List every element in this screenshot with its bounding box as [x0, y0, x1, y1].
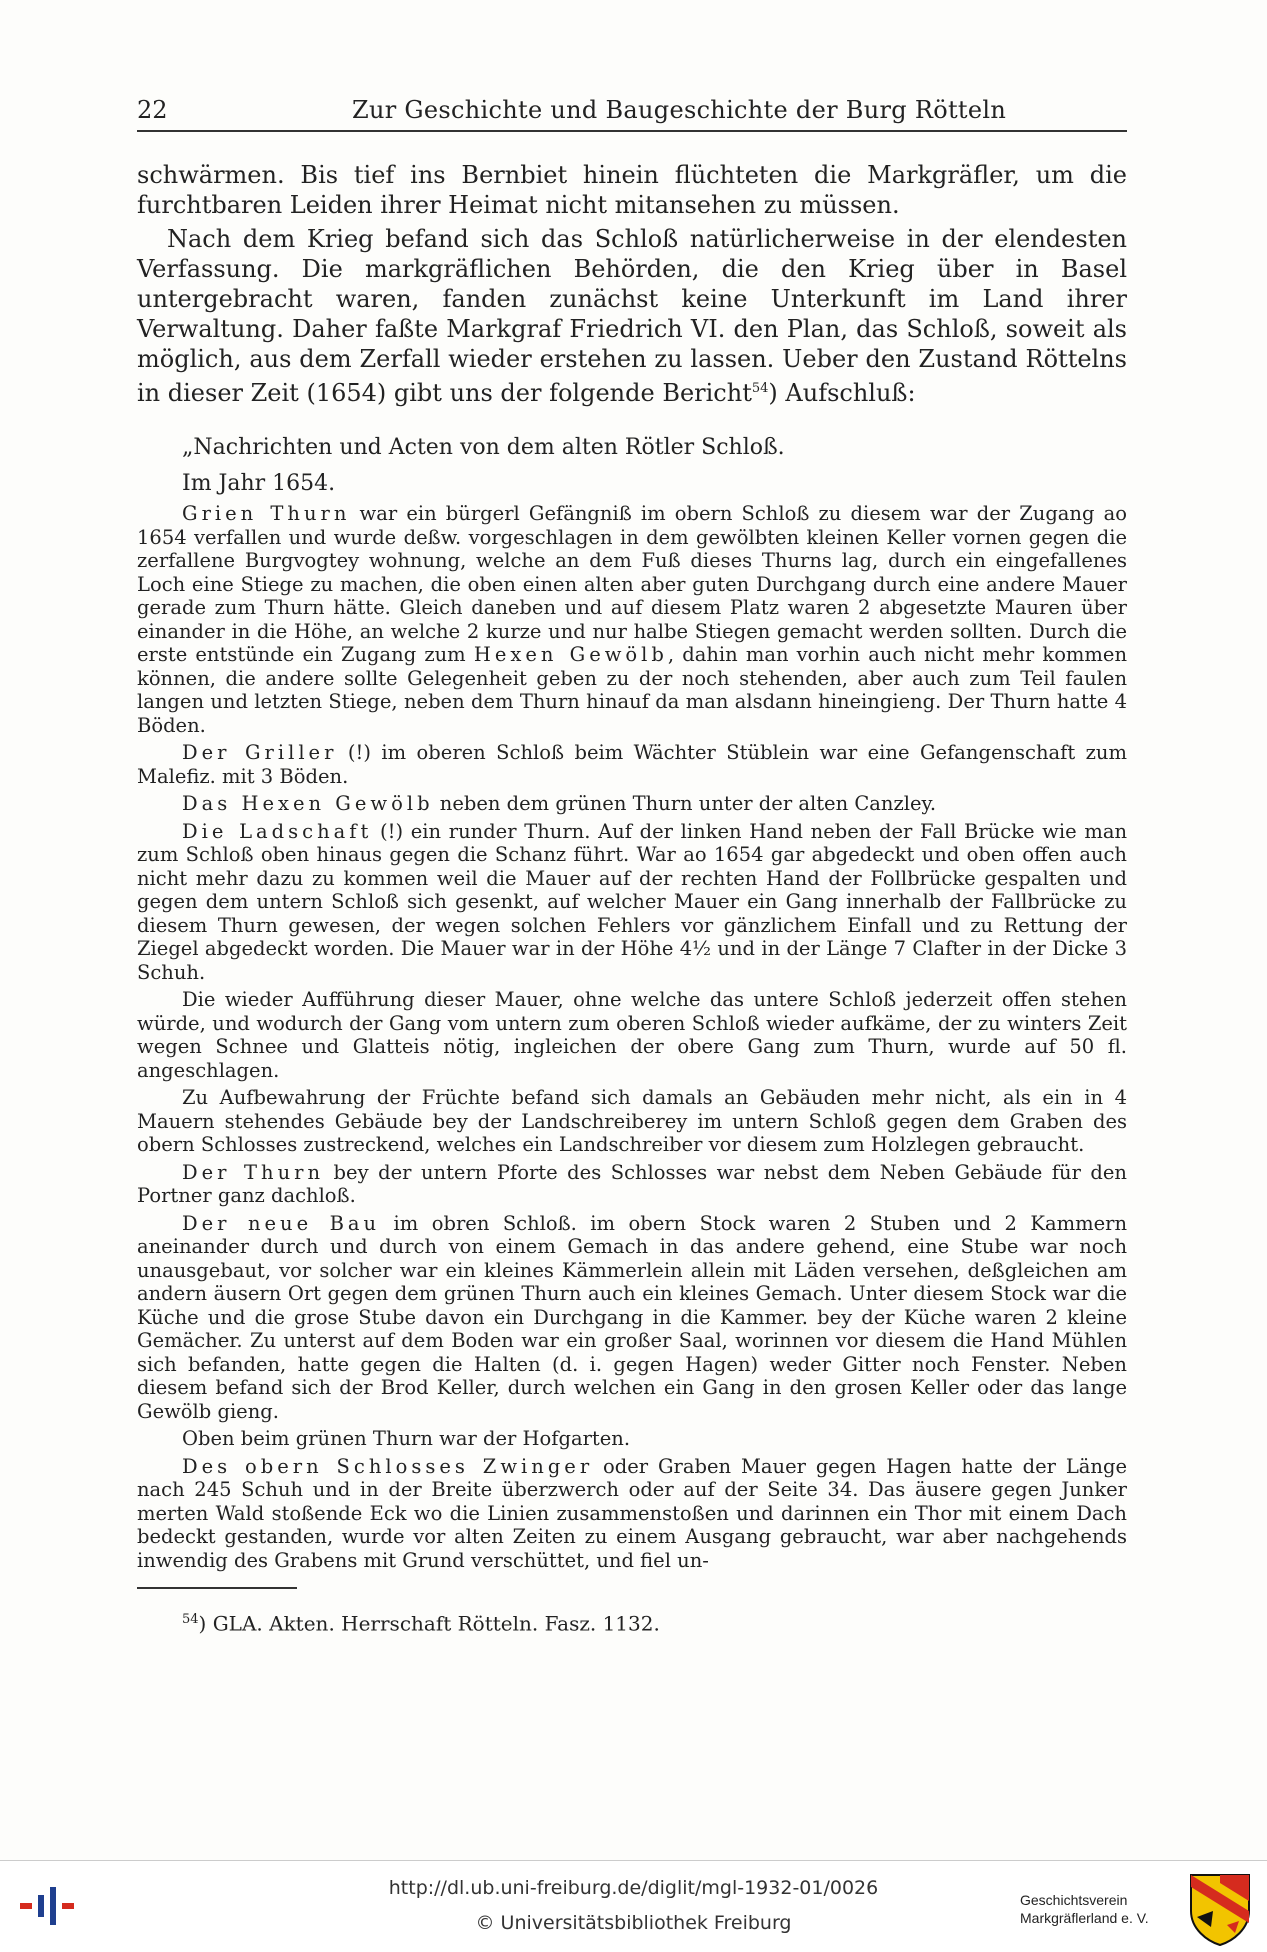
- paragraph: [137, 160, 1127, 220]
- viewer-footer: [0, 1860, 1267, 1952]
- quote-paragraph: [137, 1455, 1127, 1573]
- quote-paragraph: [137, 741, 1127, 788]
- spaced-term: Der Thurn: [182, 1160, 325, 1184]
- paragraph-text: schwärmen. Bis tief ins Bernbiet hinein flüchteten die Markgräfler, um die furchtbaren Leiden ihrer Heimat nicht mitansehen zu müssen.: [137, 161, 1127, 219]
- paragraph-text: war ein bürgerl Gefängniß im obern Schloß zu diesem war der Zugang ao 1654 verfallen und wurde deßw. vorgeschlagen in dem gewölbten kleinen Keller vornen gegen die zerfallene Burgvogtey wohnung, welche an dem Fuß dieses Thurns lag, durch ein eingefallenes Loch eine Stiege zu machen, die oben einen alten aber guten Durchgang durch eine andere Mauer gerade zum Thurn hätte. Gleich daneben und auf diesem Platz waren 2 abgesetzte Mauren über einander in die Höhe, an welche 2 kurze und nur halbe Stiegen gemacht werden sollten. Durch die erste entstünde ein Zugang zum: [137, 502, 1127, 666]
- spaced-term: Der Griller: [182, 741, 338, 764]
- paragraph: [137, 224, 1127, 408]
- paragraph-text: ) Aufschluß:: [768, 379, 916, 407]
- paragraph-text: oder Graben Mauer gegen Hagen hatte der Länge nach 245 Schuh und in der Breite überzwerch oder auf der Seite 34. Das äusere gegen Junker merten Wald stoßende Eck wo die Linien zusammenstoßen und darinnen ein Thor mit einem Dach bedeckt gestanden, wurde vor alten Zeiten zu einem Ausgang gebraucht, war aber nachgehends inwendig des Grabens mit Grund verschüttet, und fiel un-: [137, 1454, 1127, 1572]
- quote-paragraph: Zu Aufbewahrung der Früchte befand sich damals an Gebäuden mehr nicht, als ein in 4 Mauern stehendes Gebäude bey der Landschreiberey im untern Schloß gegen dem Graben des obern Schlosses zustreckend, welches ein Landschreiber vor diesem zum Holzlegen gebraucht.: [137, 1086, 1127, 1156]
- footnote-text: ) GLA. Akten. Herrschaft Rötteln. Fasz. 1132.: [198, 1611, 660, 1636]
- society-name-line: Geschichtsverein: [1020, 1892, 1128, 1908]
- quote-paragraph: [137, 1212, 1127, 1424]
- quote-paragraph: [137, 792, 1127, 816]
- spaced-term: Das Hexen Gewölb: [182, 792, 434, 815]
- spaced-term: Hexen Gewölb: [473, 643, 668, 666]
- spaced-term: Die Ladschaft: [182, 819, 373, 843]
- page-number: 22: [137, 96, 168, 124]
- footnote-reference: 54: [751, 381, 769, 396]
- coat-of-arms-icon: [1187, 1871, 1253, 1947]
- quote-year: Im Jahr 1654.: [182, 471, 336, 496]
- quote-paragraph: Die wieder Aufführung dieser Mauer, ohne welche das untere Schloß jederzeit offen stehen würde, und wodurch der Gang vom untern zum oberen Schloß wieder aufkäme, der zu winters Zeit wegen Schnee und Glatteis nötig, ingleichen der obere Gang zum Thurn, wurde auf 50 fl. angeschlagen.: [137, 988, 1127, 1082]
- page-body: [137, 160, 1127, 1576]
- copyright-notice: © Universitätsbibliothek Freiburg: [475, 1912, 792, 1934]
- society-name: [1020, 1891, 1180, 1927]
- spaced-term: Grien Thurn: [182, 502, 351, 525]
- paragraph-text: , dahin man vorhin auch nicht mehr kommen können, die andere sollte Gelegenheit geben zu der noch stehenden, aber auch zum Teil faulen langen und letzten Stiege, neben dem Thurn hinauf da man alsdann hineingieng. Der Thurn hatte 4 Böden.: [137, 643, 1128, 737]
- spaced-term: Des obern Schlosses Zwinger: [182, 1454, 594, 1478]
- spaced-term: Der neue Bau: [182, 1211, 381, 1235]
- quote-heading: „Nachrichten und Acten von dem alten Rötler Schloß.: [182, 435, 785, 460]
- footnote-divider: [137, 1587, 297, 1589]
- quote-paragraph: Oben beim grünen Thurn war der Hofgarten.: [182, 1427, 631, 1450]
- footnote-number: 54: [182, 1612, 199, 1627]
- quote-paragraph: [137, 1161, 1127, 1208]
- paragraph-text: neben dem grünen Thurn unter der alten Canzley.: [433, 792, 937, 815]
- quote-paragraph: [137, 820, 1127, 985]
- quote-paragraph: [137, 502, 1127, 737]
- page-header: [137, 92, 1127, 132]
- running-title: Zur Geschichte und Baugeschichte der Burg Rötteln: [352, 96, 1007, 124]
- paragraph-text: im obren Schloß. im obern Stock waren 2 Stuben und 2 Kammern aneinander durch und durch von einem Gemach in das andere gehend, eine Stube war noch unausgebaut, vor solcher war ein kleines Kämmerlein allein mit Läden versehen, deßgleichen am andern äusern Ort gegen dem grünen Thurn auch ein kleines Gemach. Unter diesem Stock war die Küche und die grose Stube davon ein Durchgang in die Kammer. bey der Küche waren 2 kleine Gemächer. Zu unterst auf dem Boden war ein großer Saal, worinnen vor diesem die Hand Mühlen sich befanden, hatte gegen die Halten (d. i. gegen Hagen) weder Gitter noch Fenster. Neben diesem befand sich der Brod Keller, durch welchen ein Gang in den grosen Keller oder das lange Gewölb gieng.: [137, 1211, 1127, 1423]
- paragraph-text: bey der untern Pforte des Schlosses war nebst dem Neben Gebäude für den Portner ganz dachloß.: [137, 1160, 1127, 1207]
- paragraph-text: (!) ein runder Thurn. Auf der linken Hand neben der Fall Brücke wie man zum Schloß oben hinaus gegen die Schanz führt. War ao 1654 gar abgedeckt und oben offen auch nicht mehr dazu zu kommen weil die Mauer auf der rechten Hand der Follbrücke gespalten und gegen dem untern Schloß sich gesenkt, auf welcher Mauer ein Gang innerhalb der Fallbrücke zu diesem Thurn gewesen, der wegen solchen Fehlers vor gänzlichem Einfall und zu Rettung der Ziegel abgedeckt worden. Die Mauer war in der Höhe 4½ und in der Länge 7 Clafter in der Dicke 3 Schuh.: [137, 819, 1128, 984]
- paragraph-text: Nach dem Krieg befand sich das Schloß natürlicherweise in der elendesten Verfassung. Die markgräflichen Behörden, die den Krieg über in Basel untergebracht waren, fanden zunächst keine Unterkunft im Land ihrer Verwaltung. Daher faßte Markgraf Friedrich VI. den Plan, das Schloß, soweit als möglich, aus dem Zerfall wieder erstehen zu lassen. Ueber den Zustand Röttelns in dieser Zeit (1654) gibt uns der folgende Bericht: [137, 225, 1127, 407]
- society-name-line: Markgräflerland e. V.: [1020, 1910, 1149, 1926]
- footnote: [182, 1607, 660, 1637]
- paragraph-text: (!) im oberen Schloß beim Wächter Stüblein war eine Gefangenschaft zum Malefiz. mit 3 Böden.: [137, 741, 1127, 788]
- permalink-url[interactable]: http://dl.ub.uni-freiburg.de/diglit/mgl-1932-01/0026: [388, 1877, 879, 1899]
